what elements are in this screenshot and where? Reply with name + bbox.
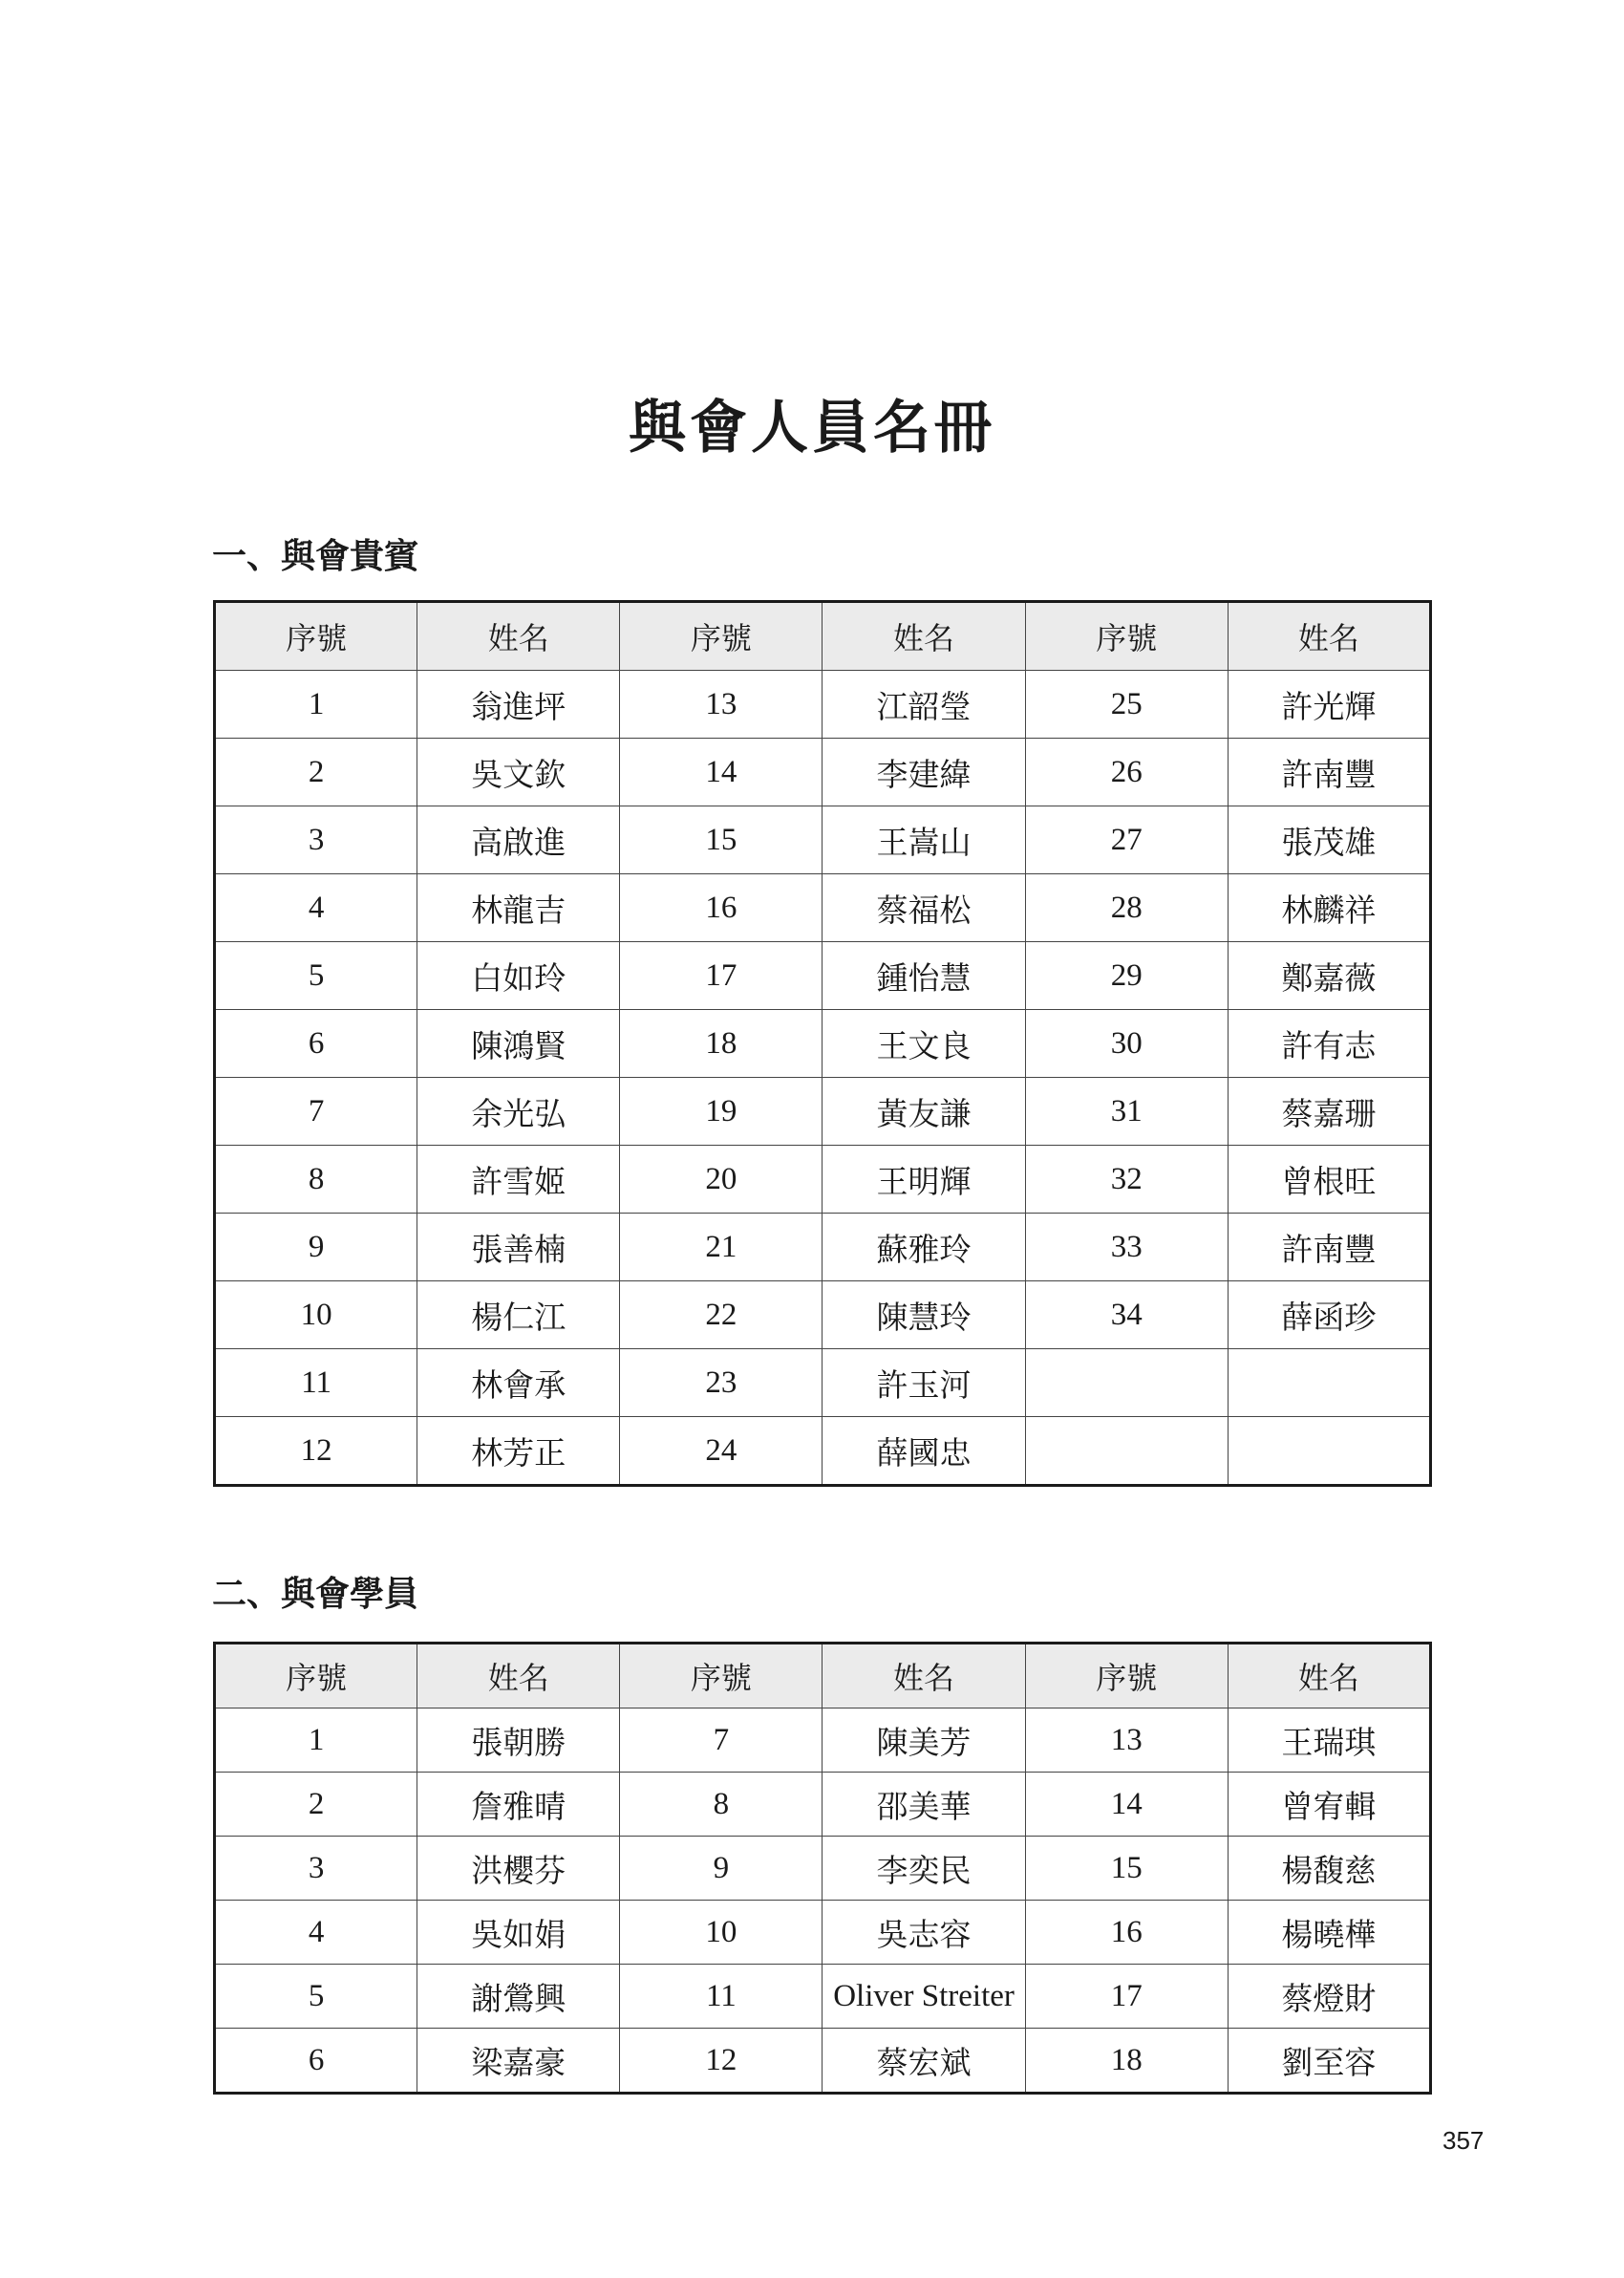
guests-table-body (215, 671, 1431, 1486)
name-cell: 蔡宏斌 (823, 2029, 1025, 2094)
seq-cell (1025, 1417, 1228, 1486)
table-row (215, 2029, 1431, 2094)
seq-column-header: 序號 (215, 602, 417, 671)
name-cell: 許雪姬 (417, 1146, 620, 1214)
name-cell: 吳文欽 (417, 739, 620, 806)
name-cell: 李建緯 (823, 739, 1025, 806)
seq-cell: 17 (620, 942, 823, 1010)
table-row (215, 1837, 1431, 1901)
seq-column-header: 序號 (215, 1644, 417, 1708)
seq-column-header: 序號 (620, 602, 823, 671)
name-cell: 王瑞琪 (1228, 1708, 1430, 1773)
name-cell: 楊馥慈 (1228, 1837, 1430, 1901)
table-row (215, 1417, 1431, 1486)
name-cell: 王文良 (823, 1010, 1025, 1078)
seq-cell: 7 (215, 1078, 417, 1146)
name-cell: 楊仁江 (417, 1281, 620, 1349)
guests-table (213, 600, 1432, 1487)
name-cell: 蔡燈財 (1228, 1965, 1430, 2029)
seq-cell: 30 (1025, 1010, 1228, 1078)
name-cell: 鍾怡慧 (823, 942, 1025, 1010)
seq-column-header: 序號 (620, 1644, 823, 1708)
name-cell: 翁進坪 (417, 671, 620, 739)
seq-cell: 1 (215, 671, 417, 739)
guests-section-heading: 一、與會貴賓 (212, 537, 419, 576)
table-row (215, 1010, 1431, 1078)
seq-cell: 29 (1025, 942, 1228, 1010)
seq-cell: 1 (215, 1708, 417, 1773)
seq-cell: 2 (215, 739, 417, 806)
table-row (215, 1773, 1431, 1837)
name-cell: 張朝勝 (417, 1708, 620, 1773)
name-cell: 江韶瑩 (823, 671, 1025, 739)
seq-cell: 3 (215, 1837, 417, 1901)
name-cell: 楊曉樺 (1228, 1901, 1430, 1965)
name-cell: 王明輝 (823, 1146, 1025, 1214)
table-row (215, 942, 1431, 1010)
seq-cell: 10 (215, 1281, 417, 1349)
name-cell: 蔡嘉珊 (1228, 1078, 1430, 1146)
name-column-header: 姓名 (1228, 1644, 1430, 1708)
table-row (215, 1349, 1431, 1417)
seq-cell: 13 (620, 671, 823, 739)
seq-cell: 11 (620, 1965, 823, 2029)
seq-cell: 25 (1025, 671, 1228, 739)
name-cell: 劉至容 (1228, 2029, 1430, 2094)
name-cell: 吳如娟 (417, 1901, 620, 1965)
name-cell: 林芳正 (417, 1417, 620, 1486)
seq-cell: 12 (215, 1417, 417, 1486)
table-row (215, 874, 1431, 942)
seq-cell: 13 (1025, 1708, 1228, 1773)
name-cell: 陳美芳 (823, 1708, 1025, 1773)
seq-cell: 28 (1025, 874, 1228, 942)
seq-cell: 21 (620, 1214, 823, 1281)
seq-cell: 9 (620, 1837, 823, 1901)
seq-cell: 33 (1025, 1214, 1228, 1281)
seq-cell: 6 (215, 2029, 417, 2094)
name-cell: 張善楠 (417, 1214, 620, 1281)
seq-cell: 22 (620, 1281, 823, 1349)
name-cell (1228, 1349, 1430, 1417)
name-cell: 許玉河 (823, 1349, 1025, 1417)
name-column-header: 姓名 (417, 602, 620, 671)
name-cell: 蔡福松 (823, 874, 1025, 942)
seq-cell: 5 (215, 942, 417, 1010)
seq-cell: 3 (215, 806, 417, 874)
seq-cell: 5 (215, 1965, 417, 2029)
name-cell: 曾根旺 (1228, 1146, 1430, 1214)
name-cell: 鄭嘉薇 (1228, 942, 1430, 1010)
table-row (215, 1078, 1431, 1146)
students-section-heading: 二、與會學員 (212, 1575, 419, 1614)
seq-cell: 26 (1025, 739, 1228, 806)
name-column-header: 姓名 (823, 1644, 1025, 1708)
students-table-body (215, 1708, 1431, 2094)
name-cell: 蘇雅玲 (823, 1214, 1025, 1281)
name-cell: 黃友謙 (823, 1078, 1025, 1146)
name-cell: 陳慧玲 (823, 1281, 1025, 1349)
table-row (215, 671, 1431, 739)
name-cell: 高啟進 (417, 806, 620, 874)
seq-cell: 8 (620, 1773, 823, 1837)
seq-cell: 4 (215, 874, 417, 942)
name-cell: 白如玲 (417, 942, 620, 1010)
name-cell: 許南豐 (1228, 1214, 1430, 1281)
name-column-header: 姓名 (417, 1644, 620, 1708)
table-row (215, 1146, 1431, 1214)
name-cell: 薛國忠 (823, 1417, 1025, 1486)
seq-cell: 4 (215, 1901, 417, 1965)
name-cell: 許南豐 (1228, 739, 1430, 806)
seq-cell: 14 (1025, 1773, 1228, 1837)
name-cell: 王嵩山 (823, 806, 1025, 874)
table-row (215, 1214, 1431, 1281)
table-row (215, 806, 1431, 874)
table-row (215, 1965, 1431, 2029)
name-cell: 許有志 (1228, 1010, 1430, 1078)
seq-cell: 7 (620, 1708, 823, 1773)
name-cell: 邵美華 (823, 1773, 1025, 1837)
name-cell: 許光輝 (1228, 671, 1430, 739)
table-row (215, 1708, 1431, 1773)
students-table (213, 1642, 1432, 2095)
name-cell: 曾宥輯 (1228, 1773, 1430, 1837)
name-column-header: 姓名 (1228, 602, 1430, 671)
seq-cell: 18 (620, 1010, 823, 1078)
seq-column-header: 序號 (1025, 1644, 1228, 1708)
seq-cell (1025, 1349, 1228, 1417)
name-cell: Oliver Streiter (823, 1965, 1025, 2029)
seq-cell: 17 (1025, 1965, 1228, 2029)
seq-cell: 34 (1025, 1281, 1228, 1349)
seq-cell: 16 (620, 874, 823, 942)
seq-cell: 15 (1025, 1837, 1228, 1901)
name-cell: 謝鶯興 (417, 1965, 620, 2029)
seq-cell: 11 (215, 1349, 417, 1417)
seq-cell: 20 (620, 1146, 823, 1214)
students-header-row (215, 1644, 1431, 1708)
seq-cell: 19 (620, 1078, 823, 1146)
seq-cell: 16 (1025, 1901, 1228, 1965)
name-cell (1228, 1417, 1430, 1486)
seq-cell: 15 (620, 806, 823, 874)
name-cell: 李奕民 (823, 1837, 1025, 1901)
seq-cell: 32 (1025, 1146, 1228, 1214)
name-cell: 洪櫻芬 (417, 1837, 620, 1901)
name-cell: 薛函珍 (1228, 1281, 1430, 1349)
seq-column-header: 序號 (1025, 602, 1228, 671)
seq-cell: 24 (620, 1417, 823, 1486)
name-cell: 林麟祥 (1228, 874, 1430, 942)
name-cell: 林龍吉 (417, 874, 620, 942)
name-cell: 張茂雄 (1228, 806, 1430, 874)
name-cell: 陳鴻賢 (417, 1010, 620, 1078)
seq-cell: 8 (215, 1146, 417, 1214)
seq-cell: 18 (1025, 2029, 1228, 2094)
seq-cell: 23 (620, 1349, 823, 1417)
table-row (215, 1281, 1431, 1349)
seq-cell: 10 (620, 1901, 823, 1965)
table-row (215, 1901, 1431, 1965)
guests-header-row (215, 602, 1431, 671)
seq-cell: 27 (1025, 806, 1228, 874)
page-title: 與會人員名冊 (629, 395, 995, 462)
seq-cell: 31 (1025, 1078, 1228, 1146)
seq-cell: 14 (620, 739, 823, 806)
page-number: 357 (1442, 2126, 1485, 2155)
name-cell: 梁嘉豪 (417, 2029, 620, 2094)
seq-cell: 6 (215, 1010, 417, 1078)
table-row (215, 739, 1431, 806)
name-cell: 林會承 (417, 1349, 620, 1417)
name-cell: 吳志容 (823, 1901, 1025, 1965)
name-cell: 余光弘 (417, 1078, 620, 1146)
seq-cell: 12 (620, 2029, 823, 2094)
name-cell: 詹雅晴 (417, 1773, 620, 1837)
name-column-header: 姓名 (823, 602, 1025, 671)
seq-cell: 9 (215, 1214, 417, 1281)
seq-cell: 2 (215, 1773, 417, 1837)
